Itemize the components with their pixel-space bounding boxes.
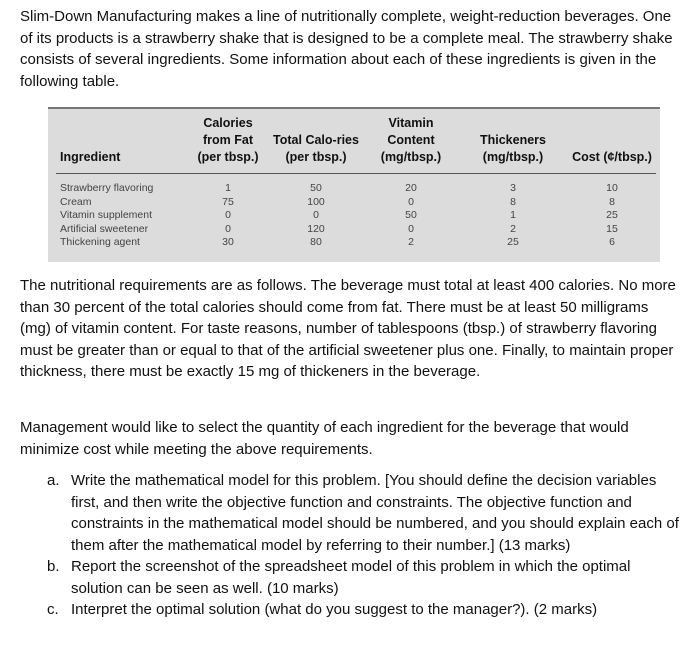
cell-vitamin: 2 <box>408 236 414 248</box>
intro-paragraph: Slim-Down Manufacturing makes a line of nutritionally complete, weight-reduction beverages. One of its products is a strawberry shake that is designed to be a complete meal. The strawberry shake consists of several ingredients. Some information about each of these ingredients is given in the following table. <box>20 8 673 90</box>
question-marker: b. <box>47 558 60 575</box>
cell-cost: 6 <box>609 236 615 248</box>
table-top-rule <box>48 107 660 109</box>
header-total-calories: Total Calo-ries (per tbsp.) <box>273 133 359 164</box>
cell-thickeners: 3 <box>510 182 516 194</box>
cell-vitamin: 20 <box>405 182 417 194</box>
table-row <box>56 236 656 250</box>
ingredients-table-panel <box>48 107 660 262</box>
table-body <box>56 173 656 250</box>
cell-thickeners: 8 <box>510 195 516 208</box>
cell-cost: 15 <box>606 222 618 235</box>
question-item <box>20 599 680 621</box>
question-item <box>20 470 680 556</box>
cell-calories-fat: 1 <box>225 182 231 194</box>
question-item <box>20 556 680 599</box>
cell-vitamin: 0 <box>408 222 414 235</box>
question-text: Report the screenshot of the spreadsheet model of this problem in which the optimal solution can be seen as well. (10 marks) <box>71 558 631 597</box>
header-cost: Cost (¢/tbsp.) <box>572 150 652 164</box>
cell-total-calories: 120 <box>307 222 325 235</box>
requirements-paragraph: The nutritional requirements are as follows. The beverage must total at least 400 calories. No more than 30 percent of the total calories should come from fat. There must be at least 50 milligrams (mg) of vitamin content. For taste reasons, number of tablespoons (tbsp.) of strawberry flavoring must be greater than or equal to that of the artificial sweetener plus one. Finally, to maintain proper thickness, there must be exactly 15 mg of thickeners in the beverage. <box>20 277 676 380</box>
cell-calories-fat: 0 <box>225 209 231 221</box>
question-marker: c. <box>47 601 59 618</box>
cell-calories-fat: 30 <box>222 236 234 248</box>
cell-vitamin: 50 <box>405 209 417 221</box>
cell-calories-fat: 75 <box>222 195 234 208</box>
cell-ingredient: Artificial sweetener <box>60 222 149 235</box>
cell-total-calories: 0 <box>313 209 319 221</box>
cell-ingredient: Vitamin supplement <box>60 209 153 221</box>
question-text: Interpret the optimal solution (what do you suggest to the manager?). (2 marks) <box>71 601 598 618</box>
questions-list <box>20 470 680 621</box>
header-ingredient: Ingredient <box>60 150 121 164</box>
table-row <box>56 223 656 237</box>
cell-ingredient: Cream <box>60 195 92 208</box>
table-header-row <box>56 115 656 173</box>
cell-thickeners: 1 <box>510 209 516 221</box>
header-thickeners: Thickeners (mg/tbsp.) <box>479 133 546 164</box>
cell-thickeners: 25 <box>507 236 519 248</box>
cell-total-calories: 100 <box>307 195 325 208</box>
header-vitamin: Vitamin Content (mg/tbsp.) <box>380 116 442 164</box>
cell-vitamin: 0 <box>408 195 414 208</box>
cell-thickeners: 2 <box>510 222 516 235</box>
ingredients-table <box>56 115 656 250</box>
cell-total-calories: 50 <box>310 182 322 194</box>
cell-total-calories: 80 <box>310 236 322 248</box>
table-row <box>56 209 656 223</box>
cell-cost: 8 <box>609 195 615 208</box>
cell-ingredient: Strawberry flavoring <box>60 182 154 194</box>
question-text: Write the mathematical model for this problem. [You should define the decision variables first, and then write the objective function and constraints. The objective function and constraints in the mathematical model should be numbered, and you should explain each of them after the mathematical model by referring to their number.] (13 marks) <box>71 472 679 554</box>
header-calories-fat: Calories from Fat (per tbsp.) <box>197 116 259 164</box>
cell-calories-fat: 0 <box>225 222 231 235</box>
management-paragraph: Management would like to select the quantity of each ingredient for the beverage that would minimize cost while meeting the above requirements. <box>20 419 629 458</box>
cell-cost: 10 <box>606 182 618 194</box>
question-marker: a. <box>47 472 60 489</box>
table-row <box>56 196 656 210</box>
table-row <box>56 173 656 196</box>
cell-cost: 25 <box>606 209 618 221</box>
cell-ingredient: Thickening agent <box>60 236 140 248</box>
